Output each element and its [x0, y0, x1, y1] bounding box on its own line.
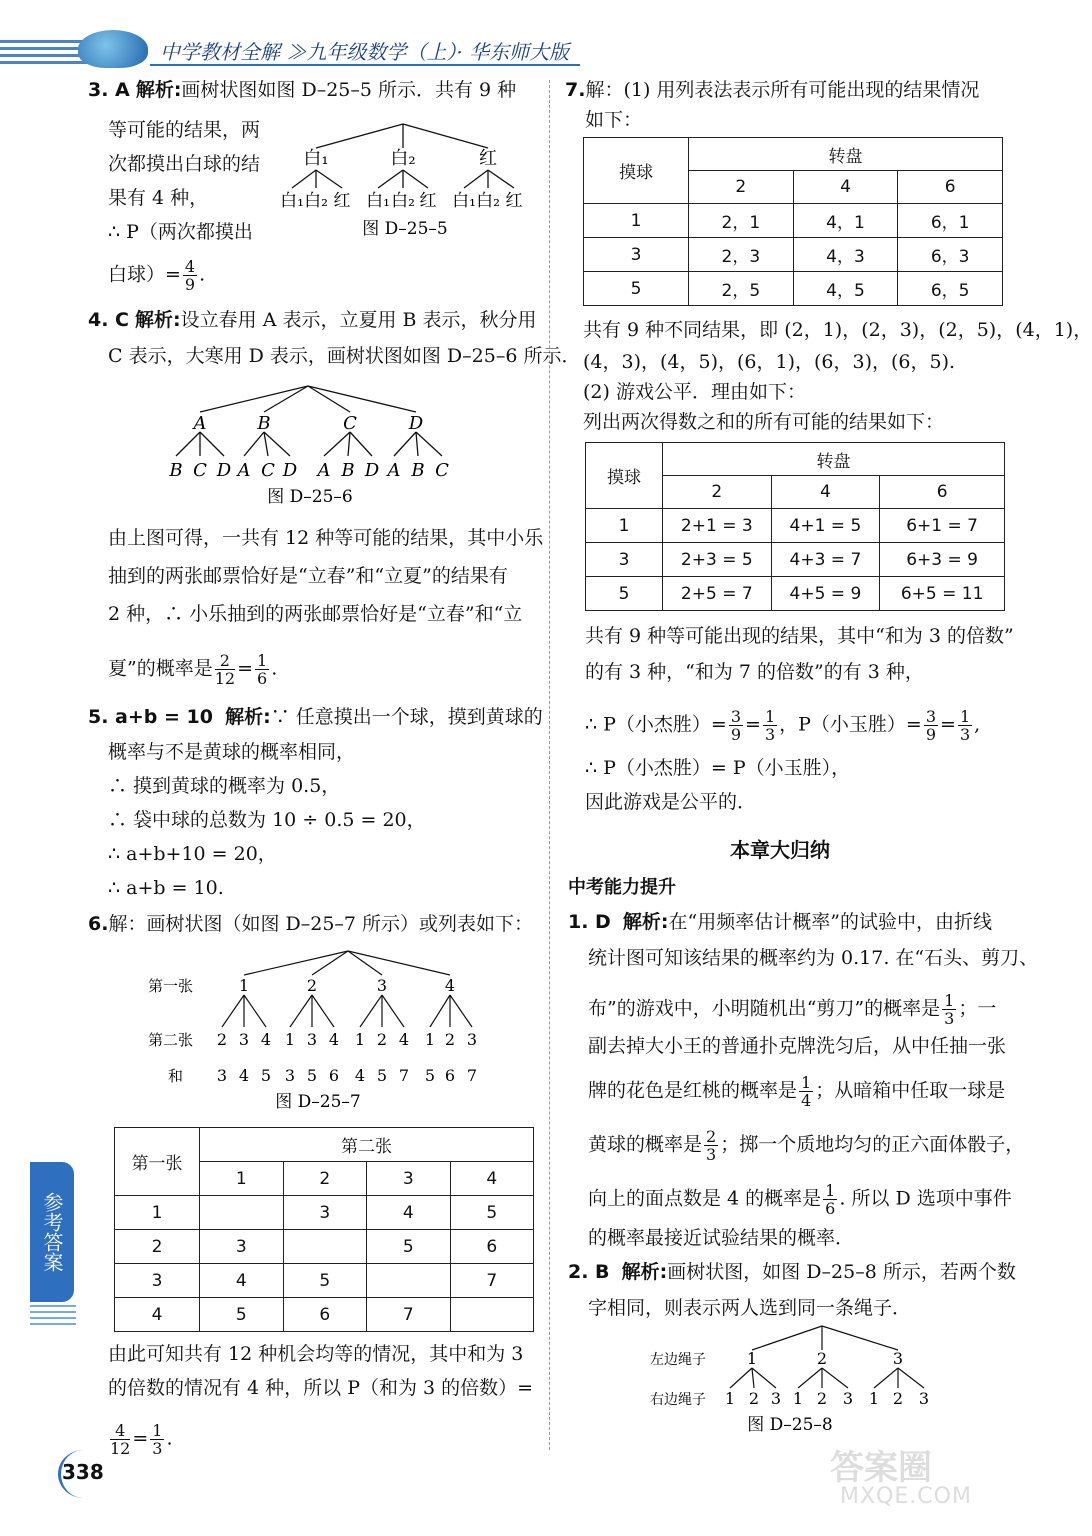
q6-end: . [166, 1427, 173, 1450]
q7-t2-corner: 摸球 [586, 443, 663, 509]
q7-text1: 解：(1) 用列表法表示所有可能出现的结果情况 [585, 79, 980, 101]
q6-f1d: 12 [110, 1439, 131, 1458]
q7-frac2 [763, 708, 777, 743]
s1-text1: 在“用频率估计概率”的试验中，由折线 [668, 911, 992, 933]
q7-t1-corner: 摸球 [584, 138, 689, 204]
q4-label: 4. C [88, 309, 129, 331]
side-tab-reference-answers: 参考答案 [30, 1162, 74, 1302]
s1-f3d: 3 [706, 1145, 717, 1164]
q4-frac2 [255, 652, 269, 687]
q4-line5: 2 种，∴ 小乐抽到的两张邮票恰好是“立春”和“立 [108, 603, 523, 625]
s1-line7 [588, 1182, 1012, 1217]
tree7-leaf: 2 [376, 1030, 388, 1049]
s1-text7b: . 所以 D 选项中事件 [839, 1187, 1012, 1210]
tree7-leaf: 2 [216, 1030, 228, 1049]
q6-cell [283, 1230, 367, 1264]
q7-text9b: ，P（小玉胜）= [779, 713, 922, 736]
tree7-sum: 3 [284, 1066, 296, 1085]
q6-cell: 5 [450, 1196, 534, 1230]
tree8-leaf: 2 [892, 1389, 904, 1408]
tree7-leaf: 3 [238, 1030, 250, 1049]
watermark-logo: 答案圈 [830, 1448, 932, 1488]
tree8-leaf: 2 [748, 1389, 760, 1408]
q7-t1-cell: 2，3 [689, 238, 794, 272]
book-logo-icon [78, 30, 148, 68]
q6-cell [200, 1196, 284, 1230]
q4-line2: C 表示，大寒用 D 表示，画树状图如图 D–25–6 所示． [108, 345, 581, 367]
tree7-leaf: 4 [260, 1030, 272, 1049]
exam-ability-subheading: 中考能力提升 [568, 877, 676, 898]
s1-f4d: 6 [825, 1199, 836, 1218]
table-row [115, 1264, 534, 1298]
q7-t1-cell: 3 [584, 238, 689, 272]
tree5-top-1: 白₁ [303, 148, 329, 169]
q6-table-group: 第二张 [200, 1128, 534, 1162]
s1-tag: 解析: [622, 911, 669, 933]
tree8-top: 2 [816, 1349, 828, 1368]
q4-f1d: 12 [214, 669, 236, 688]
chapter-summary-heading: 本章大归纳 [730, 838, 830, 862]
q6-cell: 5 [200, 1298, 284, 1332]
table-row [584, 272, 1003, 306]
q3-line2: 等可能的结果，两 [108, 119, 261, 141]
tree6-top: C [343, 413, 357, 434]
q7-t1-cell: 2，5 [689, 272, 794, 306]
q7-t2-cell: 4+1 = 5 [771, 509, 880, 543]
tree-diagram-d25-8 [650, 1322, 950, 1440]
q6-f1n: 4 [110, 1422, 130, 1440]
tree7-sum: 6 [444, 1066, 456, 1085]
q7-t2-cell: 4+5 = 9 [771, 577, 880, 611]
tree7-sum: 5 [306, 1066, 318, 1085]
s1-line2: 统计图可知该结果的概率约为 0.17. 在“石头、剪刀、 [588, 947, 1039, 969]
q4-frac1 [215, 652, 235, 687]
q7-line4: (4，3)，(4，5)，(6，1)，(6，3)，(6，5). [583, 351, 956, 373]
q7-t2-col: 6 [880, 476, 1005, 509]
q7-t2-cell: 5 [586, 577, 663, 611]
s2-label: 2. B [568, 1261, 610, 1283]
q7-t2-group: 转盘 [663, 443, 1005, 476]
q6-cell: 7 [450, 1264, 534, 1298]
q6-line1 [88, 912, 533, 936]
tree5-leaf: 红 [419, 191, 437, 211]
tree7-leaf: 4 [398, 1030, 410, 1049]
tree8-caption: 图 D–25–8 [747, 1415, 833, 1435]
table-row [584, 238, 1003, 272]
s1-line5 [588, 1074, 1005, 1109]
q6-cell: 6 [450, 1230, 534, 1264]
tree7-leaf: 1 [424, 1030, 436, 1049]
s1-f1n: 1 [944, 991, 955, 1010]
q7-f3d: 9 [925, 725, 937, 744]
q5-tag: 解析: [225, 706, 271, 728]
q7-line10: ∴ P（小杰胜）= P（小玉胜）， [585, 757, 851, 779]
table-row [586, 509, 1005, 543]
table-row [586, 543, 1005, 577]
table-row [584, 204, 1003, 238]
table-row [586, 577, 1005, 611]
q4-end: . [271, 657, 278, 680]
q6-line4: $\frac{4}{12}$ = $\frac{1}{3}$ . [110, 1421, 173, 1458]
q7-t1-col: 6 [898, 171, 1003, 204]
q7-f2d: 3 [764, 725, 776, 744]
s1-line4: 副去掉大小王的普通扑克牌洗匀后，从中任抽一张 [588, 1035, 1007, 1057]
q6-cell: 4 [115, 1298, 200, 1332]
tree7-sum: 4 [238, 1066, 250, 1085]
tree5-leaf: 白₁ [280, 191, 304, 211]
tree8-leaf: 1 [792, 1389, 804, 1408]
q7-t1-cell: 4，5 [793, 272, 898, 306]
q7-t2-cell: 6+5 = 11 [880, 577, 1005, 611]
q7-t2-cell: 2+5 = 7 [663, 577, 772, 611]
tree7-sum: 7 [398, 1066, 410, 1085]
q7-line1 [565, 78, 979, 102]
q3-text6: 白球）= [108, 263, 181, 286]
q4-text6: 夏”的概率是 [108, 657, 213, 680]
q6-frac1 [110, 1422, 130, 1457]
tree-diagram-d25-7 [140, 945, 500, 1115]
q7-t1-cell: 2，1 [689, 204, 794, 238]
q6-cell: 7 [367, 1298, 451, 1332]
tree8-row1-label: 左边绳子 [650, 1352, 706, 1368]
q5-line4: ∴ 袋中球的总数为 10 ÷ 0.5 = 20， [108, 809, 426, 831]
q6-cell: 3 [115, 1264, 200, 1298]
q3-line6 [108, 258, 205, 293]
q7-f2n: 1 [764, 707, 776, 726]
tree7-top: 1 [238, 976, 250, 995]
s1-label: 1. D [568, 911, 611, 933]
q6-cell: 3 [283, 1196, 367, 1230]
tree6-leaf: A [387, 460, 401, 481]
s1-frac4 [823, 1182, 837, 1217]
q7-t2-cell: 3 [586, 543, 663, 577]
q5-label: 5. a+b = 10 [88, 706, 213, 728]
tree8-leaf: 3 [770, 1389, 782, 1408]
tree7-sum: 3 [216, 1066, 228, 1085]
tree5-leaf: 红 [505, 191, 523, 211]
q6-col: 3 [367, 1162, 451, 1196]
tree7-leaf: 3 [306, 1030, 318, 1049]
q6-col: 1 [200, 1162, 284, 1196]
q7-text9a: ∴ P（小杰胜）= [585, 713, 727, 736]
q6-f2n: 1 [152, 1421, 163, 1440]
q6-text1: 解：画树状图（如图 D–25–7 所示）或列表如下： [108, 913, 534, 935]
tree7-sum: 5 [260, 1066, 272, 1085]
s2-tag: 解析: [621, 1261, 668, 1283]
header-stripes [0, 40, 90, 66]
q3-line5: ∴ P（两次都摸出 [108, 221, 253, 243]
q7-t1-cell: 1 [584, 204, 689, 238]
q4-f1n: 2 [215, 652, 235, 670]
header-title: 中学教材全解 ≫九年级数学（上）· 华东师大版 [160, 40, 570, 64]
q5-line5: ∴ a+b+10 = 20， [108, 843, 277, 865]
tree8-leaf: 3 [842, 1389, 854, 1408]
q3-line4: 果有 4 种， [108, 187, 209, 209]
q7-frac3 [924, 708, 938, 743]
tree8-row2-label: 右边绳子 [650, 1392, 706, 1408]
tree8-leaf: 1 [724, 1389, 736, 1408]
q3-line1 [88, 78, 516, 102]
q7-line11: 因此游戏是公平的． [585, 791, 757, 813]
q7-t2-cell: 6+3 = 9 [880, 543, 1005, 577]
tree5-leaf: 白₂ [476, 191, 500, 211]
tree7-row1-label: 第一张 [148, 977, 194, 995]
watermark-url: MXQE.COM [840, 1484, 972, 1509]
q7-t2-cell: 1 [586, 509, 663, 543]
tree5-caption: 图 D–25–5 [362, 219, 448, 239]
q6-col: 4 [450, 1162, 534, 1196]
tree-diagram-d25-5 [270, 118, 540, 243]
tree6-leaf: D [216, 460, 232, 481]
q3-end: . [199, 263, 206, 286]
s1-text5a: 牌的花色是红桃的概率是 [588, 1079, 798, 1102]
tree7-row3-label: 和 [168, 1067, 184, 1085]
q6-cell [450, 1298, 534, 1332]
s1-text7a: 向上的面点数是 4 的概率是 [588, 1187, 822, 1210]
tree7-top: 3 [376, 976, 388, 995]
q4-line1 [88, 308, 537, 332]
q6-cell: 6 [283, 1298, 367, 1332]
q6-line3: 的倍数的情况有 4 种，所以 P（和为 3 的倍数）= [108, 1377, 534, 1399]
q7-line3: 共有 9 种不同结果，即 (2，1)，(2，3)，(2，5)，(4，1)， [583, 319, 1092, 341]
q5-line2: 概率与不是黄球的概率相同， [108, 741, 356, 763]
q7-f1n: 3 [730, 707, 742, 726]
s1-text6a: 黄球的概率是 [588, 1133, 703, 1156]
q6-cell: 4 [200, 1264, 284, 1298]
q6-table-corner: 第一张 [115, 1128, 200, 1196]
tree7-caption: 图 D–25–7 [275, 1092, 361, 1112]
s1-line6 [588, 1128, 1024, 1163]
table-row [115, 1298, 534, 1332]
tree6-leaf: A [317, 460, 331, 481]
tree7-leaf: 2 [444, 1030, 456, 1049]
q7-t2-col: 2 [663, 476, 772, 509]
q7-frac4 [958, 708, 972, 743]
q7-t1-group: 转盘 [689, 138, 1003, 171]
s1-frac3 [704, 1128, 718, 1163]
q3-label: 3. A [88, 79, 130, 101]
q4-text1: 设立春用 A 表示，立夏用 B 表示，秋分用 [180, 309, 537, 331]
tree8-top: 1 [746, 1349, 758, 1368]
q7-text9c: , [974, 713, 981, 736]
table-row [115, 1230, 534, 1264]
page-number: 338 [62, 1460, 104, 1484]
tree7-sum: 5 [376, 1066, 388, 1085]
q3-text1: 画树状图如图 D–25–5 所示．共有 9 种 [181, 79, 517, 101]
q6-cell: 1 [115, 1196, 200, 1230]
tree8-leaf: 2 [816, 1389, 828, 1408]
q7-line2: 如下： [585, 109, 643, 131]
tree5-leaf: 红 [333, 191, 351, 211]
q3-frac-num: 4 [184, 257, 196, 276]
q7-line8: 的有 3 种，“和为 7 的倍数”的有 3 种， [585, 661, 924, 683]
tree6-top: A [193, 413, 207, 434]
q3-line3: 次都摸出白球的结 [108, 153, 261, 175]
q7-label: 7. [565, 79, 586, 101]
q6-line2: 由此可知共有 12 种机会均等的情况，其中和为 3 [108, 1343, 524, 1365]
s1-line3 [588, 992, 996, 1027]
q7-line9: ∴ P（小杰胜）= $\frac{3}{9}$ = $\frac{1}{3}$ ，P（小玉胜）= $\frac{3}{9}$ = $\frac{1}{3}$ , [585, 707, 981, 744]
tree5-top-2: 白₂ [390, 148, 416, 169]
q6-frac2 [150, 1422, 164, 1457]
tree6-leaf: B [169, 460, 183, 481]
q4-line4: 抽到的两张邮票恰好是“立春”和“立夏”的结果有 [108, 565, 508, 587]
tree6-top: B [257, 413, 271, 434]
q7-t2-cell: 2+3 = 5 [663, 543, 772, 577]
tree8-leaf: 1 [868, 1389, 880, 1408]
q7-t2-col: 4 [771, 476, 880, 509]
q4-line3: 由上图可得，一共有 12 种等可能的结果，其中小乐 [108, 527, 544, 549]
s2-line2: 字相同，则表示两人选到同一条绳子． [588, 1297, 912, 1319]
s1-line8: 的概率最接近试验结果的概率． [588, 1227, 855, 1249]
q6-cell [367, 1264, 451, 1298]
tree6-leaf: B [341, 460, 355, 481]
q6-col: 2 [283, 1162, 367, 1196]
q7-f1d: 9 [730, 725, 742, 744]
q7-line6: 列出两次得数之和的所有可能的结果如下： [583, 411, 945, 433]
header-underline [150, 64, 580, 66]
q7-t2-cell: 2+1 = 3 [663, 509, 772, 543]
q6-label: 6. [88, 913, 109, 935]
q6-cell: 5 [367, 1230, 451, 1264]
q7-t2-cell: 6+1 = 7 [880, 509, 1005, 543]
tree7-leaf: 3 [466, 1030, 478, 1049]
side-tab-lines [30, 1305, 76, 1325]
tree6-leaf: C [261, 460, 275, 481]
q6-table [114, 1127, 534, 1332]
s2-line1 [568, 1260, 1016, 1284]
tree6-leaf: C [193, 460, 207, 481]
q7-line5: (2) 游戏公平．理由如下： [583, 381, 806, 403]
q4-tag: 解析: [135, 309, 181, 331]
q6-cell: 5 [283, 1264, 367, 1298]
tree6-leaf: D [364, 460, 380, 481]
s1-f2n: 1 [801, 1073, 812, 1092]
tree7-sum: 7 [466, 1066, 478, 1085]
q4-f2n: 1 [257, 651, 268, 670]
tree-diagram-d25-6 [160, 380, 460, 510]
s1-text3b: ；一 [958, 997, 997, 1020]
q7-f4n: 1 [959, 707, 971, 726]
tree7-sum: 4 [354, 1066, 366, 1085]
q4-f2d: 6 [257, 669, 268, 688]
s1-text3a: 布”的游戏中，小明随机出“剪刀”的概率是 [588, 997, 941, 1020]
tree6-top: D [408, 413, 424, 434]
q7-t1-col: 4 [793, 171, 898, 204]
tree5-top-3: 红 [479, 148, 497, 169]
q7-f4d: 3 [959, 725, 971, 744]
q5-text1: ∵ 任意摸出一个球，摸到黄球的 [270, 706, 543, 728]
q5-line6: ∴ a+b = 10. [108, 877, 224, 899]
tree7-leaf: 1 [284, 1030, 296, 1049]
s2-text1: 画树状图，如图 D–25–8 所示，若两个数 [667, 1261, 1016, 1283]
q7-line7: 共有 9 种等可能出现的结果，其中“和为 3 的倍数” [585, 625, 1014, 647]
tree6-leaf: C [435, 460, 449, 481]
q7-f3n: 3 [925, 707, 937, 726]
s1-f1d: 3 [944, 1009, 955, 1028]
tree8-top: 3 [892, 1349, 904, 1368]
tree7-leaf: 4 [328, 1030, 340, 1049]
s1-text5b: ；从暗箱中任取一球是 [815, 1079, 1006, 1102]
q7-t1-cell: 4，1 [793, 204, 898, 238]
tree7-leaf: 1 [354, 1030, 366, 1049]
tree5-leaf: 白₂ [304, 191, 328, 211]
s1-line1 [568, 910, 992, 934]
q6-cell: 3 [200, 1230, 284, 1264]
tree6-leaf: A [237, 460, 251, 481]
q7-t1-cell: 6，3 [898, 238, 1003, 272]
q6-cell: 2 [115, 1230, 200, 1264]
q7-table1 [583, 137, 1003, 306]
q6-f2d: 3 [152, 1439, 163, 1458]
q7-t1-cell: 5 [584, 272, 689, 306]
s1-f2d: 4 [801, 1091, 812, 1110]
tree7-row2-label: 第二张 [148, 1031, 194, 1049]
s1-frac1 [942, 992, 956, 1027]
tree6-leaf: B [411, 460, 425, 481]
tree5-leaf: 白₂ [391, 191, 415, 211]
q3-tag: 解析: [135, 79, 182, 101]
q7-frac1 [729, 708, 743, 743]
tree8-leaf: 3 [918, 1389, 930, 1408]
tree5-leaf: 白₁ [452, 191, 476, 211]
s1-f3n: 2 [706, 1127, 717, 1146]
q5-line3: ∴ 摸到黄球的概率为 0.5， [108, 775, 341, 797]
s1-text6b: ；掷一个质地均匀的正六面体骰子， [720, 1133, 1025, 1156]
q7-t2-cell: 4+3 = 7 [771, 543, 880, 577]
tree6-caption: 图 D–25–6 [267, 487, 353, 507]
q5-line1 [88, 705, 543, 729]
tree6-leaf: D [282, 460, 298, 481]
q6-cell: 4 [367, 1196, 451, 1230]
s1-f4n: 1 [825, 1181, 836, 1200]
column-divider [549, 80, 550, 1450]
tree5-leaf: 白₁ [366, 191, 390, 211]
q3-fraction [183, 258, 197, 293]
tree7-sum: 5 [424, 1066, 436, 1085]
q4-line6: 夏”的概率是 $\frac{2}{12}$ = $\frac{1}{6}$ . [108, 651, 278, 688]
q7-t1-cell: 6，5 [898, 272, 1003, 306]
table-row [115, 1196, 534, 1230]
q7-table2 [585, 442, 1005, 611]
tree7-top: 4 [444, 976, 456, 995]
tree7-top: 2 [306, 976, 318, 995]
q3-frac-den: 9 [184, 275, 196, 294]
s1-frac2 [799, 1074, 813, 1109]
tree7-sum: 6 [328, 1066, 340, 1085]
q7-t1-cell: 6，1 [898, 204, 1003, 238]
q7-t1-col: 2 [689, 171, 794, 204]
q7-t1-cell: 4，3 [793, 238, 898, 272]
